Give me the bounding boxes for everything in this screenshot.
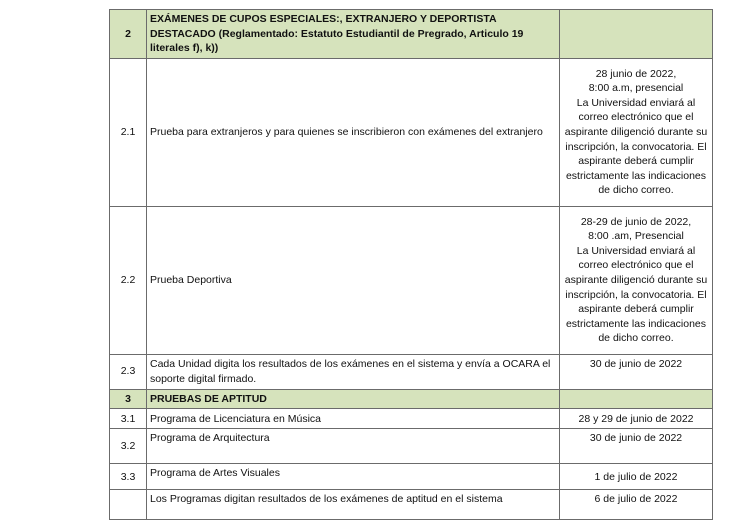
row-date <box>560 10 713 59</box>
row-number <box>110 490 147 520</box>
row-number: 3 <box>110 389 147 409</box>
row-number: 3.3 <box>110 464 147 490</box>
table-row <box>110 409 713 429</box>
schedule-table <box>109 9 713 520</box>
row-activity: Prueba para extranjeros y para quienes se inscribieron con exámenes del extranjero <box>147 58 560 206</box>
table-row <box>110 58 713 206</box>
row-number: 2 <box>110 10 147 59</box>
section-row <box>110 389 713 409</box>
row-date: 30 de junio de 2022 <box>560 429 713 464</box>
row-date: 28-29 de junio de 2022, 8:00 .am, Presencial La Universidad enviará al correo electrónico que el aspirante diligenció durante su inscripción, la convocatoria. El aspirante deberá cumplir estrictamente las indicaciones de dicho correo. <box>560 206 713 354</box>
table-row <box>110 490 713 520</box>
row-activity: Programa de Licenciatura en Música <box>147 409 560 429</box>
row-date: 28 y 29 de junio de 2022 <box>560 409 713 429</box>
row-activity: Programa de Artes Visuales <box>147 464 560 490</box>
row-date: 28 junio de 2022, 8:00 a.m, presencial La Universidad enviará al correo electrónico que el aspirante diligenció durante su inscripción, la convocatoria. El aspirante deberá cumplir estrictamente las indicaciones de dicho correo. <box>560 58 713 206</box>
row-activity: Cada Unidad digita los resultados de los exámenes en el sistema y envía a OCARA el soporte digital firmado. <box>147 354 560 389</box>
row-date: 1 de julio de 2022 <box>560 464 713 490</box>
row-activity: Prueba Deportiva <box>147 206 560 354</box>
row-date: 6 de julio de 2022 <box>560 490 713 520</box>
row-activity: EXÁMENES DE CUPOS ESPECIALES:, EXTRANJERO Y DEPORTISTA DESTACADO (Reglamentado: Estatuto Estudiantil de Pregrado, Articulo 19 literales f), k)) <box>147 10 560 59</box>
row-date: 30 de junio de 2022 <box>560 354 713 389</box>
row-date <box>560 389 713 409</box>
table-row <box>110 206 713 354</box>
row-number: 2.3 <box>110 354 147 389</box>
table-row <box>110 354 713 389</box>
table-row <box>110 429 713 464</box>
row-number: 2.2 <box>110 206 147 354</box>
row-number: 3.2 <box>110 429 147 464</box>
row-activity: PRUEBAS DE APTITUD <box>147 389 560 409</box>
table-row <box>110 464 713 490</box>
row-activity: Los Programas digitan resultados de los exámenes de aptitud en el sistema <box>147 490 560 520</box>
section-row <box>110 10 713 59</box>
row-activity: Programa de Arquitectura <box>147 429 560 464</box>
row-number: 2.1 <box>110 58 147 206</box>
row-number: 3.1 <box>110 409 147 429</box>
